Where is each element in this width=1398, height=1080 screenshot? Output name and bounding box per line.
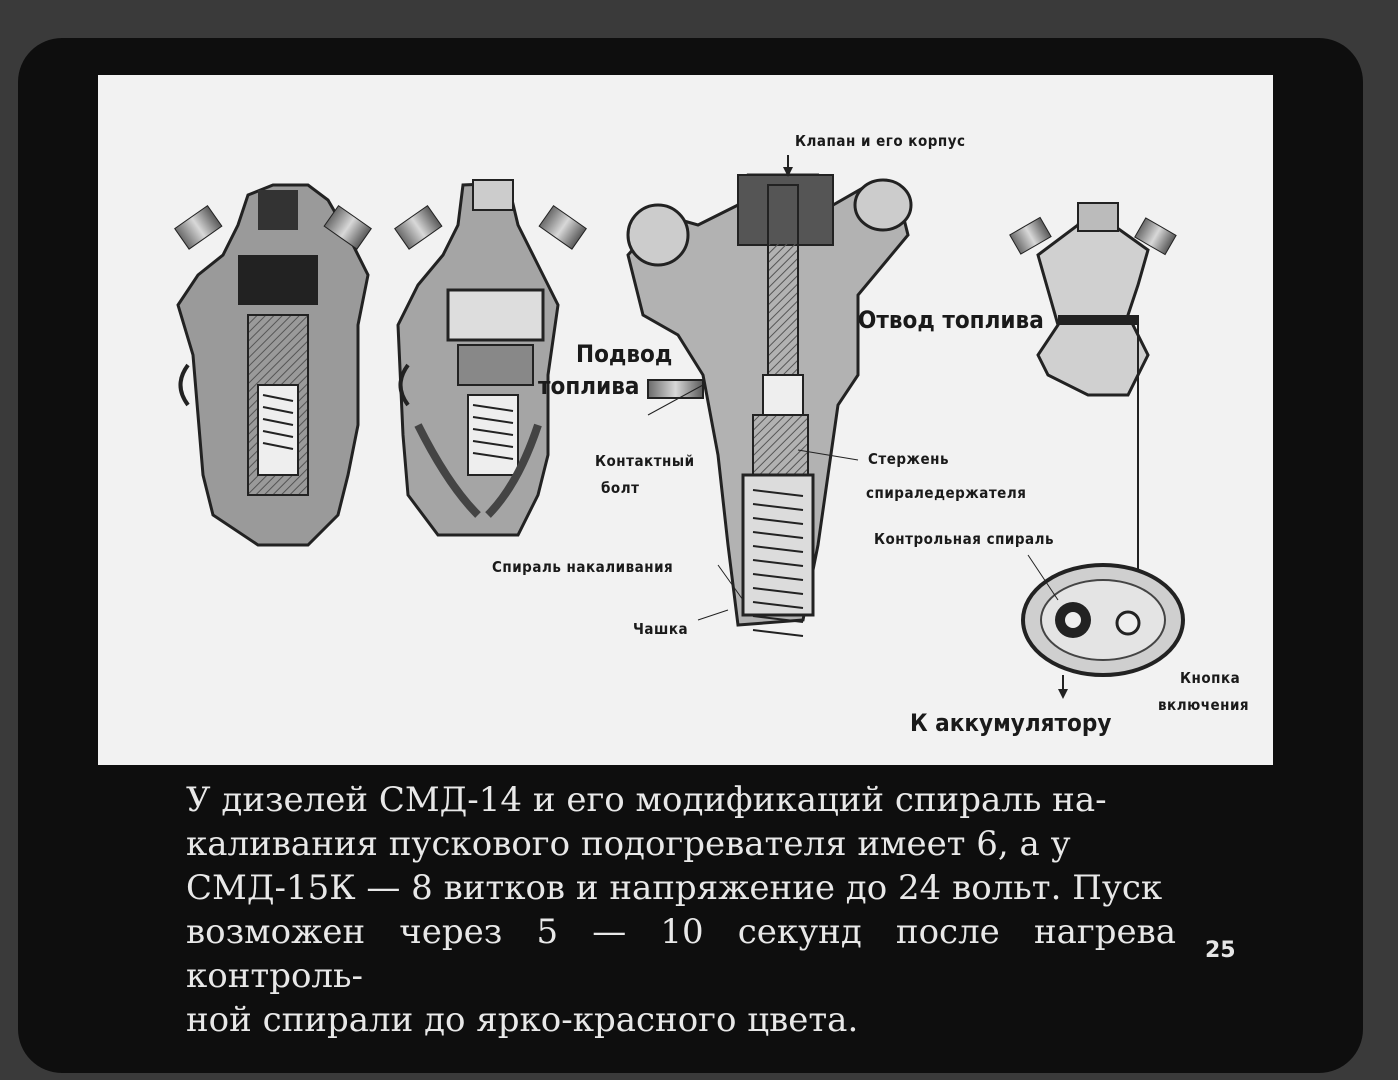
heater-illustration (98, 75, 1273, 765)
label-fuel-inlet-line1: Подвод (576, 340, 673, 368)
diagram-panel (98, 75, 1273, 765)
label-holder-rod-line2: спираледержателя (866, 484, 1027, 502)
label-to-battery: К аккумулятору (910, 709, 1112, 737)
caption-line-3: СМД-15К — 8 витков и напряжение до 24 вольт. Пуск (186, 868, 1163, 908)
heater-section-2 (395, 180, 587, 535)
label-valve-body: Клапан и его корпус (795, 132, 966, 150)
label-glow-spiral: Спираль накаливания (492, 558, 674, 576)
caption-text (186, 778, 1176, 1042)
label-button-line2: включения (1158, 696, 1250, 714)
label-cup: Чашка (633, 620, 689, 638)
caption-line-2: каливания пускового подогревателя имеет 6, а у (186, 824, 1071, 864)
label-fuel-outlet: Отвод топлива (858, 306, 1044, 334)
label-fuel-inlet-line2: топлива (538, 372, 640, 400)
heater-section-4-exterior (1010, 203, 1176, 570)
caption-line-5: ной спирали до ярко-красного цвета. (186, 1000, 859, 1040)
label-button-line1: Кнопка (1180, 669, 1241, 687)
label-contact-bolt-line1: Контактный (595, 452, 695, 470)
control-spiral-panel (1023, 555, 1183, 699)
caption-line-1: У дизелей СМД-14 и его модификаций спираль на- (186, 780, 1107, 820)
caption-line-4: возможен через 5 — 10 секунд после нагрева контроль- (186, 912, 1176, 996)
page-number: 25 (1205, 938, 1236, 963)
heater-section-1 (175, 185, 372, 545)
label-holder-rod-line1: Стержень (868, 450, 949, 468)
label-contact-bolt-line2: болт (601, 479, 640, 497)
label-control-spiral: Контрольная спираль (874, 530, 1055, 548)
